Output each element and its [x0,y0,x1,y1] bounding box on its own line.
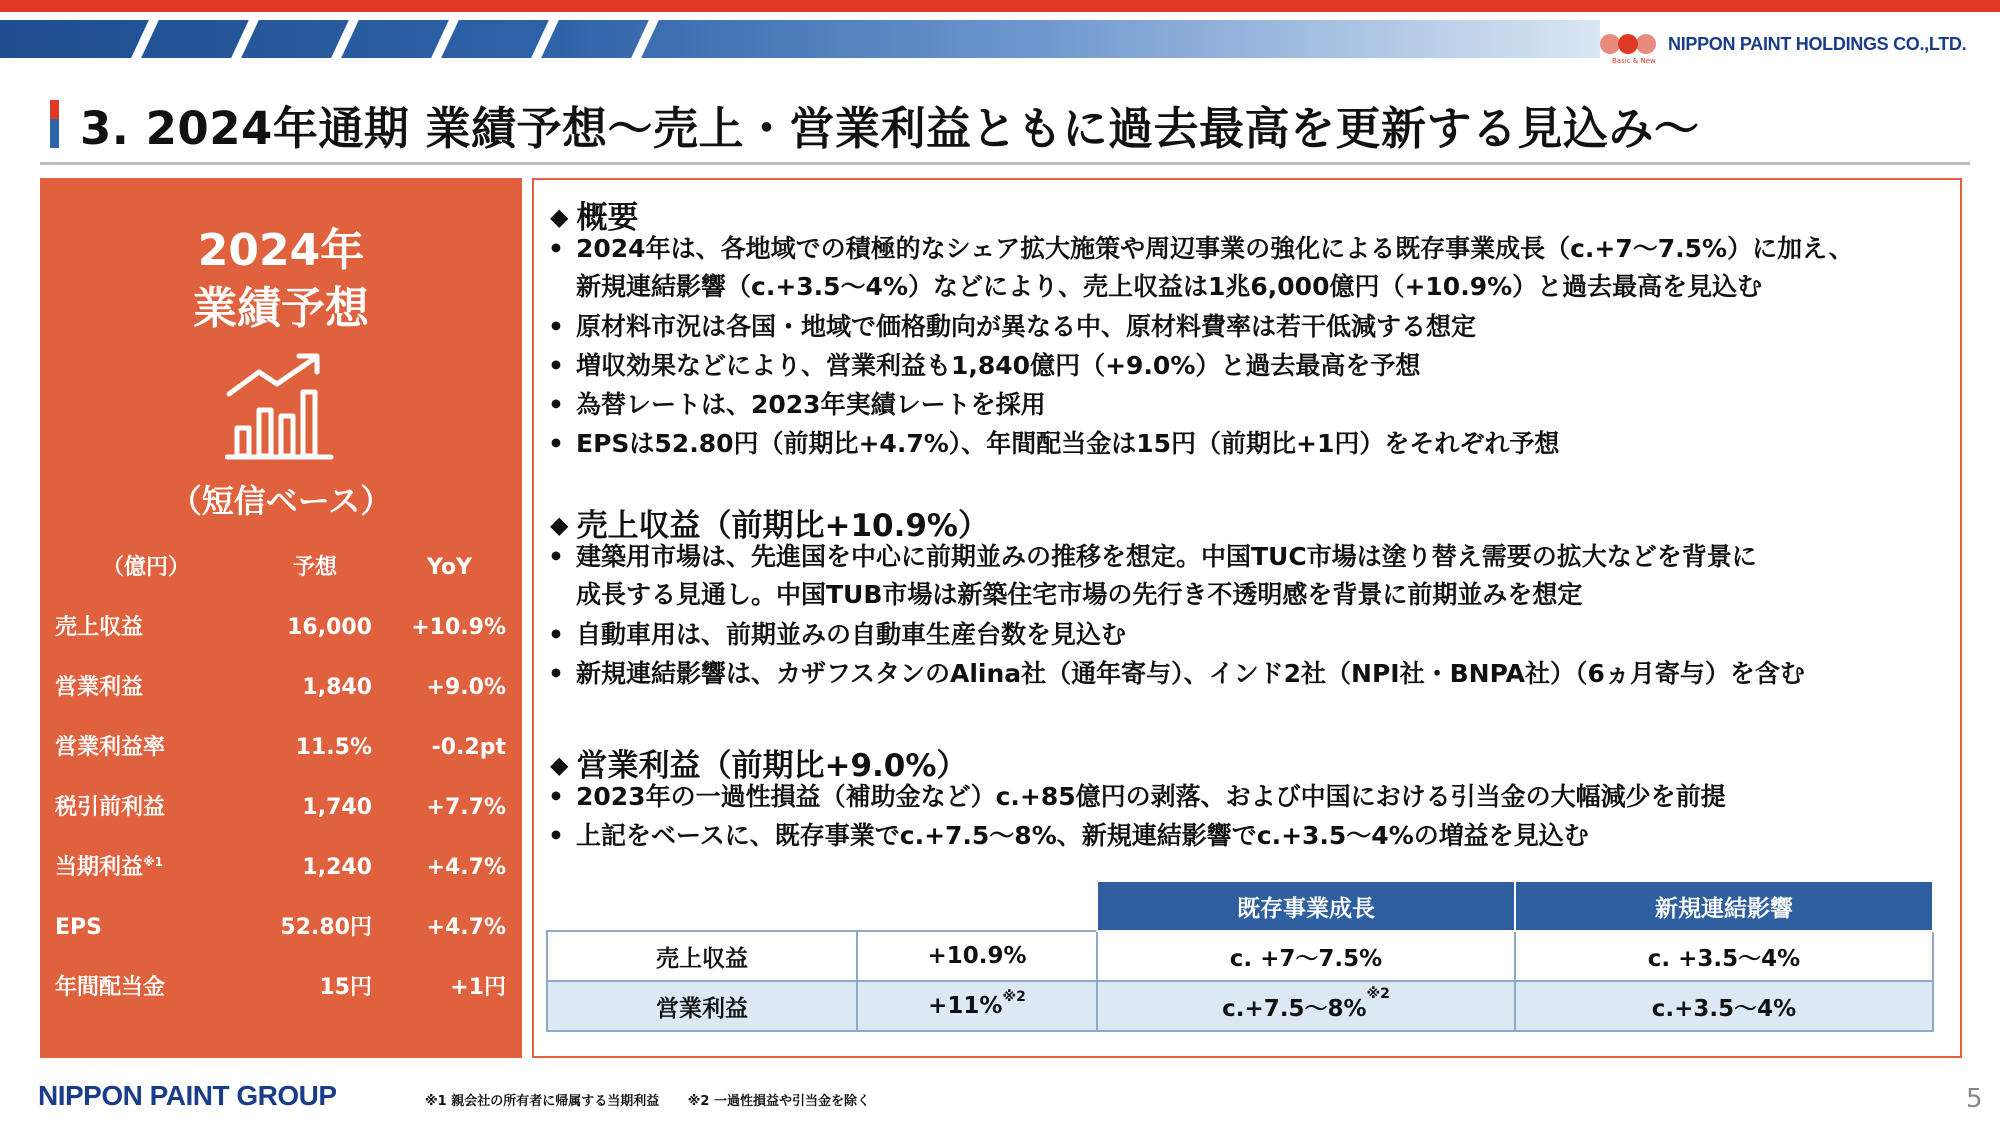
forecast-table-header [40,538,522,598]
title-divider [40,162,1970,165]
details-panel [532,178,1962,1058]
row-forecast: 1,740 [302,795,372,820]
forecast-heading-title: 業績予想 [193,283,369,334]
forecast-panel [40,178,522,1058]
bullet-text: 自動車用は、前期並みの自動車生産台数を見込む [576,620,1127,649]
bullet-text-cont: 成長する見通し。中国TUB市場は新築住宅市場の先行き不透明感を背景に前期並みを想定 [576,580,1583,609]
row-total [857,981,1097,1031]
bullet-text: 新規連結影響は、カザフスタンのAlina社（通年寄与）、インド2社（NPI社・BNPA社）（6ヵ月寄与）を含む [576,659,1805,688]
list-item: • 2023年の一過性損益（補助金など）c.+85億円の剥落、および中国における引当金の大幅減少を前提 [548,782,1726,811]
list-item: • 自動車用は、前期並みの自動車生産台数を見込む [548,620,1127,649]
table-row [40,778,522,838]
row-label: 売上収益 [55,615,144,640]
row-label: 税引前利益 [55,795,166,820]
row-label [55,838,163,898]
list-item: • 原材料市況は各国・地域で価格動向が異なる中、原材料費率は若干低減する想定 [548,312,1477,341]
row-yoy: +1円 [450,975,506,1000]
forecast-table [40,538,522,1018]
forecast-heading-year: 2024年 [197,225,365,276]
section-title-text: 売上収益（前期比+10.9%） [576,508,989,544]
page-number: 5 [1966,1084,1983,1114]
group-logo: NIPPON PAINT GROUP [38,1080,337,1111]
table-row [40,958,522,1018]
row-existing [1097,981,1515,1031]
list-item: • EPSは52.80円（前期比+4.7%）、年間配当金は15円（前期比+1円）をそれぞれ予想 [548,429,1560,458]
page-title: 3. 2024年通期 業績予想～売上・営業利益ともに過去最高を更新する見込み～ [80,102,1700,155]
row-forecast: 11.5% [295,735,372,760]
bullet-text: 原材料市況は各国・地域で価格動向が異なる中、原材料費率は若干低減する想定 [576,312,1477,341]
table-row [40,838,522,898]
list-item: • 建築用市場は、先進国を中心に前期並みの推移を想定。中国TUC市場は塗り替え需要の拡大などを背景に 成長する見通し。中国TUB市場は新築住宅市場の先行き不透明感を背景に前期並みを想定 [548,542,1757,609]
list-item: • 2024年は、各地域での積極的なシェア拡大施策や周辺事業の強化による既存事業成長（c.+7～7.5%）に加え、 新規連結影響（c.+3.5～4%）などにより、売上収益は1兆6,000億円（+10.9%）と過去最高を見込む [548,234,1854,301]
forecast-header: 予想 [292,555,337,580]
top-red-stripe [0,0,2000,12]
row-label-text: 当期利益 [55,855,144,880]
logo-tagline: Basic & New [1612,57,1656,65]
diamond-bullet-icon: ◆ [550,751,569,779]
row-forecast: 1,240 [302,855,372,880]
footnote-marker: ※2 [1002,989,1026,1005]
row-forecast: 16,000 [287,615,372,640]
section-title-text: 概要 [576,200,639,236]
row-yoy: +7.7% [426,795,506,820]
section-title-text: 営業利益（前期比+9.0%） [576,748,968,784]
row-new: c.+3.5～4% [1515,981,1933,1031]
diamond-bullet-icon: ◆ [550,203,569,231]
list-item: • 為替レートは、2023年実績レートを採用 [548,390,1046,419]
bullet-text: 2024年は、各地域での積極的なシェア拡大施策や周辺事業の強化による既存事業成長（c.+7～7.5%）に加え、 [576,234,1854,263]
existing-growth-header: 既存事業成長 [1097,881,1515,931]
row-label: 営業利益率 [55,735,166,760]
footnotes [425,1090,870,1109]
table-row [40,598,522,658]
row-new: c. +3.5～4% [1515,931,1933,981]
blank-cell [857,881,1097,931]
row-yoy: +9.0% [426,675,506,700]
forecast-basis: （短信ベース） [169,482,393,520]
bar-chart-trend-icon [225,350,335,460]
blank-cell [547,881,857,931]
row-yoy: +4.7% [426,855,506,880]
table-header-row [547,881,1933,931]
bullet-text: EPSは52.80円（前期比+4.7%）、年間配当金は15円（前期比+1円）をそれぞれ予想 [576,429,1560,458]
row-total-value: +11% [928,993,1003,1019]
table-row [40,658,522,718]
row-label: 営業利益 [547,981,857,1031]
row-yoy: -0.2pt [431,735,506,760]
row-forecast: 15円 [319,975,372,1000]
row-label: 年間配当金 [55,975,166,1000]
bullet-text: 上記をベースに、既存事業でc.+7.5～8%、新規連結影響でc.+3.5～4%の増益を見込む [576,821,1589,850]
table-row [547,931,1933,981]
table-row [40,898,522,958]
footnote-2: ※2 一過性損益や引当金を除く [687,1094,870,1109]
list-item: • 上記をベースに、既存事業でc.+7.5～8%、新規連結影響でc.+3.5～4%の増益を見込む [548,821,1589,850]
row-existing-value: c.+7.5～8% [1222,995,1367,1022]
row-existing: c. +7～7.5% [1097,931,1515,981]
table-row [547,981,1933,1031]
row-yoy: +4.7% [426,915,506,940]
row-label: 売上収益 [547,931,857,981]
row-total: +10.9% [857,931,1097,981]
row-forecast: 52.80円 [280,915,372,940]
bullet-text: 建築用市場は、先進国を中心に前期並みの推移を想定。中国TUC市場は塗り替え需要の拡大などを背景に [576,542,1757,571]
bullet-text-cont: 新規連結影響（c.+3.5～4%）などにより、売上収益は1兆6,000億円（+10.9%）と過去最高を見込む [576,272,1763,301]
list-item: • 増収効果などにより、営業利益も1,840億円（+9.0%）と過去最高を予想 [548,351,1421,380]
row-label: 営業利益 [55,675,144,700]
row-forecast: 1,840 [302,675,372,700]
unit-header: （億円） [102,555,191,580]
footnote-1: ※1 親会社の所有者に帰属する当期利益 [425,1094,660,1109]
new-consolidation-header: 新規連結影響 [1515,881,1933,931]
row-label: EPS [55,915,102,940]
title-accent-bar [50,100,59,148]
bullet-text: 為替レートは、2023年実績レートを採用 [576,390,1046,419]
growth-breakdown-table [546,880,1934,1032]
diamond-bullet-icon: ◆ [550,511,569,539]
footnote-marker: ※2 [1366,985,1390,1002]
list-item: • 新規連結影響は、カザフスタンのAlina社（通年寄与）、インド2社（NPI社・BNPA社）（6ヵ月寄与）を含む [548,659,1805,688]
yoy-header: YoY [427,555,472,580]
footnote-marker: ※1 [143,855,164,869]
company-logo [1600,26,1967,65]
company-name: NIPPON PAINT HOLDINGS CO.,LTD. [1668,33,1967,54]
bullet-text: 2023年の一過性損益（補助金など）c.+85億円の剥落、および中国における引当金の大幅減少を前提 [576,782,1726,811]
nippon-paint-logo-icon [1600,33,1660,65]
row-yoy: +10.9% [411,615,506,640]
bullet-text: 増収効果などにより、営業利益も1,840億円（+9.0%）と過去最高を予想 [576,351,1421,380]
table-row [40,718,522,778]
